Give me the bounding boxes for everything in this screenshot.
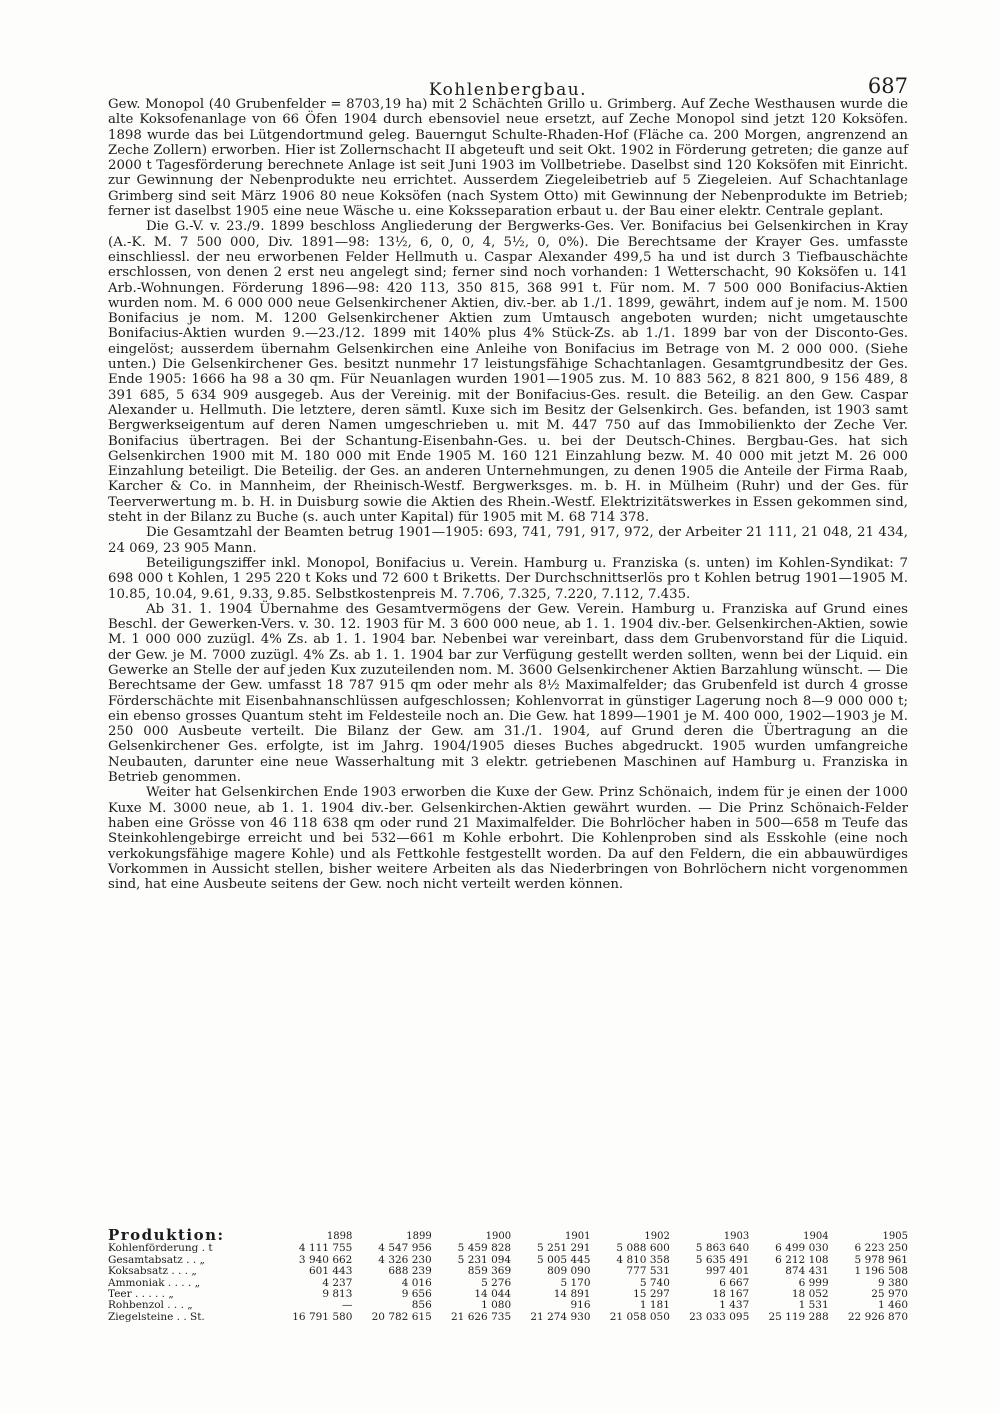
paragraph: Gew. Monopol (40 Grubenfelder = 8703,19 ha) mit 2 Schächten Grillo u. Grimberg. Auf Zeche Westhausen wurde die alte Koksofenanlage von 66 Öfen 1904 durch ebensoviel neue ersetzt, auf Zeche Monopol sind jetzt 120 Koksöfen. 1898 wurde das bei Lütgendortmund geleg. Bauerngut Schulte-Rhaden-Hof (Fläche ca. 200 Morgen, angrenzend an Zeche Zollern) erworben. Hier ist Zollernschacht II abgeteuft und seit Okt. 1902 in Förderung getreten; die ganze auf 2000 t Tagesförderung berechnete Anlage ist seit Juni 1903 im Vollbetriebe. Daselbst sind 120 Koksöfen mit Einricht. zur Gewinnung der Nebenprodukte neu errichtet. Ausserdem Ziegeleibetrieb auf 5 Ziegeleien. Auf Schachtanlage Grimberg sind seit März 1906 80 neue Koksöfen (nach System Otto) mit Gewinnung der Nebenprodukte im Betrieb; ferner ist daselbst 1905 eine neue Wäsche u. eine Koksseparation erbaut u. der Bau einer elektr. Centrale geplant.: [108, 97, 908, 220]
row-label: Kohlenförderung . t: [108, 1242, 213, 1255]
table-cell: 5 740: [639, 1276, 670, 1289]
row-label: Koksabsatz . . . „: [108, 1265, 197, 1278]
paragraph: Ab 31. 1. 1904 Übernahme des Gesamtvermögens der Gew. Verein. Hamburg u. Franziska auf Grund eines Beschl. der Gewerken-Vers. v. 30. 12. 1903 für M. 3 600 000 neue, ab 1. 1. 1904 div.-ber. Gelsenkirchen-Aktien, sowie M. 1 000 000 zuzügl. 4% Zs. ab 1. 1. 1904 bar. Nebenbei war vereinbart, dass dem Grubenvorstand für die Liquid. der Gew. je M. 7000 zuzügl. 4% Zs. ab 1. 1. 1904 bar zur Verfügung gestellt werden sollten, wenn bei der Liquid. ein Gewerke an Stelle der auf jeden Kux zuzuteilenden nom. M. 3600 Gelsenkirchener Aktien Barzahlung wünscht. — Die Berechtsame der Gew. umfasst 18 787 915 qm oder mehr als 8½ Maximalfelder; das Grubenfeld ist durch 4 grosse Förderschächte mit Eisenbahnanschlüssen aufgeschlossen; Kohlenvorrat in günstiger Lagerung noch 8—9 000 000 t; ein ebenso grosses Quantum steht im Feldesteile noch an. Die Gew. hat 1899—1901 je M. 400 000, 1902—1903 je M. 250 000 Ausbeute verteilt. Die Bilanz der Gew. am 31./1. 1904, auf Grund deren die Übertragung an die Gelsenkirchener Ges. erfolgte, ist im Jahrg. 1904/1905 dieses Buches abgedruckt. 1905 wurden umfangreiche Neubauten, darunter eine neue Wasserhaltung mit 3 elektr. getriebenen Maschinen auf Hamburg u. Franziska in Betrieb genommen.: [108, 601, 908, 786]
table-cell: 4 237: [322, 1276, 353, 1289]
table-cell: 4 547 956: [378, 1242, 432, 1255]
table-cell: 6 212 108: [775, 1253, 829, 1266]
table-cell: 4 111 755: [298, 1242, 353, 1255]
table-row: [108, 1266, 908, 1277]
table-cell: 9 813: [322, 1288, 353, 1301]
table-cell: 6 999: [798, 1276, 829, 1289]
table-cell: 1 181: [639, 1299, 670, 1312]
table-cell: 688 239: [388, 1265, 432, 1278]
table-cell: 601 443: [308, 1265, 353, 1278]
paragraph: Weiter hat Gelsenkirchen Ende 1903 erworben die Kuxe der Gew. Prinz Schönaich, indem für je einen der 1000 Kuxe M. 3000 neue, ab 1. 1. 1904 div.-ber. Gelsenkirchen-Aktien gewährt wurden. — Die Prinz Schönaich-Felder haben eine Grösse von 46 118 638 qm oder rund 21 Maximalfelder. Die Bohrlöcher haben in 500—658 m Teufe das Steinkohlengebirge erreicht und bei 532—661 m Kohle erbohrt. Die Kohlenproben sind als Esskohle (eine noch verkokungsfähige magere Kohle) und als Fettkohle festgestellt worden. Da auf den Feldern, die ein abbauwürdiges Vorkommen in Aussicht stellen, bisher weitere Arbeiten als das Niederbringen von Bohrlöchern nicht vorgenommen sind, hat eine Ausbeute seitens der Gew. noch nicht verteilt werden können.: [108, 785, 908, 893]
table-cell: 859 369: [467, 1265, 512, 1278]
table-cell: —: [341, 1299, 353, 1312]
table-cell: 809 090: [547, 1265, 591, 1278]
year-header: 1898: [326, 1231, 353, 1242]
table-cell: 18 052: [791, 1288, 829, 1301]
year-header: 1901: [565, 1231, 591, 1242]
table-cell: 5 005 445: [537, 1253, 591, 1266]
table-cell: 9 380: [877, 1276, 908, 1289]
page-number: 687: [867, 74, 908, 98]
year-header: 1899: [406, 1231, 432, 1242]
row-label: Teer . . . . . „: [108, 1288, 174, 1301]
production-body: [108, 1243, 908, 1323]
production-header-row: [108, 1230, 908, 1243]
table-cell: 1 196 508: [854, 1265, 908, 1278]
row-label: Ziegelsteine . . St.: [108, 1310, 205, 1323]
year-header: 1900: [485, 1231, 512, 1242]
paragraph: Beteiligungsziffer inkl. Monopol, Bonifacius u. Verein. Hamburg u. Franziska (s. unten) im Kohlen-Syndikat: 7 698 000 t Kohlen, 1 295 220 t Koks und 72 600 t Briketts. Der Durchschnittserlös pro t Kohlen betrug 1901—1905 M. 10.85, 10.04, 9.61, 9.33, 9.85. Selbstkostenpreis M. 7.706, 7.325, 7.220, 7.112, 7.435.: [108, 555, 908, 602]
table-cell: 25 970: [871, 1288, 908, 1301]
table-cell: 1 080: [481, 1299, 512, 1312]
table-cell: 5 863 640: [695, 1242, 750, 1255]
table-cell: 18 167: [712, 1288, 750, 1301]
row-label: Gesamtabsatz . . „: [108, 1253, 205, 1266]
table-cell: 6 499 030: [775, 1242, 829, 1255]
production-table: [108, 1226, 908, 1323]
table-cell: 5 088 600: [616, 1242, 670, 1255]
table-cell: 5 170: [560, 1276, 591, 1289]
production-section: [108, 1226, 908, 1323]
table-cell: 5 251 291: [537, 1242, 591, 1255]
table-cell: 6 223 250: [854, 1242, 908, 1255]
table-cell: 5 978 961: [854, 1253, 908, 1266]
table-cell: 21 274 930: [530, 1310, 591, 1323]
table-cell: 5 635 491: [695, 1253, 750, 1266]
table-cell: 9 656: [401, 1288, 432, 1301]
year-header: 1903: [723, 1231, 750, 1242]
table-cell: 6 667: [719, 1276, 750, 1289]
year-header: 1902: [644, 1231, 670, 1242]
year-header: 1905: [882, 1231, 908, 1242]
table-row: [108, 1312, 908, 1323]
table-cell: 14 891: [553, 1288, 591, 1301]
table-cell: 15 297: [633, 1288, 670, 1301]
table-cell: 21 626 735: [451, 1310, 512, 1323]
table-cell: 20 782 615: [371, 1310, 432, 1323]
table-cell: 3 940 662: [298, 1253, 353, 1266]
table-cell: 5 276: [481, 1276, 512, 1289]
table-cell: 21 058 050: [609, 1310, 670, 1323]
paragraph: Die Gesamtzahl der Beamten betrug 1901—1905: 693, 741, 791, 917, 972, der Arbeiter 21 111, 21 048, 21 434, 24 069, 23 905 Mann.: [108, 525, 908, 556]
running-title: Kohlenbergbau.: [428, 80, 588, 100]
table-cell: 22 926 870: [847, 1310, 908, 1323]
row-label: Rohbenzol . . . „: [108, 1299, 193, 1312]
table-cell: 25 119 288: [768, 1310, 829, 1323]
paragraph: Die G.-V. v. 23./9. 1899 beschloss Angliederung der Bergwerks-Ges. Ver. Bonifacius bei Gelsenkirchen in Kray (A.-K. M. 7 500 000, Div. 1891—98: 13½, 6, 0, 0, 4, 5½, 0, 0%). Die Berechtsame der Krayer Ges. umfasste einschliessl. der neu erworbenen Felder Hellmuth u. Caspar Alexander 499,5 ha und ist durch 3 Tiefbauschächte erschlossen, von denen 2 erst neu angelegt sind; ferner sind noch vorhanden: 1 Wetterschacht, 90 Koksöfen u. 141 Arb.-Wohnungen. Förderung 1896—98: 420 113, 350 815, 368 991 t. Für nom. M. 7 500 000 Bonifacius-Aktien wurden nom. M. 6 000 000 neue Gelsenkirchener Aktien, div.-ber. ab 1./1. 1899, gewährt, indem auf je nom. M. 1500 Bonifacius je nom. M. 1200 Gelsenkirchener Aktien zum Umtausch angeboten wurden; nicht umgetauschte Bonifacius-Aktien wurden 9.—23./12. 1899 mit 140% plus 4% Stück-Zs. ab 1./1. 1899 bar von der Disconto-Ges. eingelöst; ausserdem übernahm Gelsenkirchen eine Anleihe von Bonifacius im Betrage von M. 2 000 000. (Siehe unten.) Die Gelsenkirchener Ges. besitzt nunmehr 17 leistungsfähige Schachtanlagen. Gesamtgrundbesitz der Ges. Ende 1905: 1666 ha 98 a 30 qm. Für Neuanlagen wurden 1901—1905 zus. M. 10 883 562, 8 821 800, 9 156 489, 8 391 685, 5 634 909 ausgegeb. Aus der Vereinig. mit der Bonifacius-Ges. result. die Beteilig. an den Gew. Caspar Alexander u. Hellmuth. Die letztere, deren sämtl. Kuxe sich im Besitz der Gelsenkirch. Ges. befanden, ist 1903 samt Bergwerkseigentum auf deren Namen umgeschrieben u. mit M. 447 750 auf das Immobilienkto der Zeche Ver. Bonifacius übertragen. Bei der Schantung-Eisenbahn-Ges. u. bei der Deutsch-Chines. Bergbau-Ges. hat sich Gelsenkirchen 1900 mit M. 180 000 mit Ende 1905 M. 160 121 Einzahlung bezw. M. 40 000 mit jetzt M. 26 000 Einzahlung beteiligt. Die Beteilig. der Ges. an anderen Unternehmungen, zu denen 1905 die Anteile der Firma Raab, Karcher & Co. in Mannheim, der Rheinisch-Westf. Bergwerksges. m. b. H. in Mülheim (Ruhr) und der Ges. für Teerverwertung m. b. H. in Duisburg sowie die Aktien des Rhein.-Westf. Elektrizitätswerkes in Essen gekommen sind, steht in der Bilanz zu Buche (s. auch unter Kapital) für 1905 mit M. 68 714 378.: [108, 219, 908, 526]
table-cell: 4 016: [401, 1276, 432, 1289]
table-cell: 14 044: [474, 1288, 512, 1301]
table-cell: 874 431: [785, 1265, 829, 1278]
production-title: Produktion:: [108, 1226, 225, 1244]
table-cell: 23 033 095: [689, 1310, 750, 1323]
table-cell: 4 326 230: [378, 1253, 432, 1266]
table-cell: 16 791 580: [292, 1310, 353, 1323]
table-cell: 856: [411, 1299, 432, 1312]
table-cell: 916: [570, 1299, 591, 1312]
table-cell: 777 531: [626, 1265, 670, 1278]
table-cell: 1 531: [798, 1299, 829, 1312]
table-cell: 1 460: [877, 1299, 908, 1312]
table-cell: 5 231 094: [457, 1253, 512, 1266]
row-label: Ammoniak . . . . „: [108, 1276, 201, 1289]
year-header: 1904: [803, 1231, 829, 1242]
body-text: [108, 97, 908, 892]
table-cell: 1 437: [719, 1299, 750, 1312]
table-cell: 4 810 358: [616, 1253, 670, 1266]
table-cell: 5 459 828: [457, 1242, 512, 1255]
table-cell: 997 401: [705, 1265, 750, 1278]
